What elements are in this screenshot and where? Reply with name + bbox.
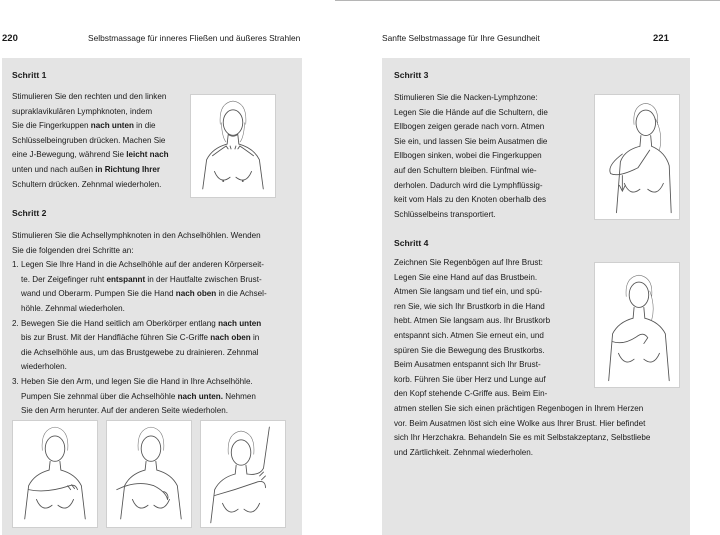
text-line: die Achselhöhle aus, um das Brustgewebe zu drainieren. Zehnmal — [12, 347, 259, 357]
step-1-illustration — [190, 94, 276, 198]
text-line: bis zur Brust. Mit der Handfläche führen Sie C-Griffe nach oben in — [12, 333, 260, 343]
text-line: hebt. Atmen Sie langsam aus. Ihr Brustkorb — [394, 316, 551, 326]
text-line: Sie ein, und lassen Sie beim Ausatmen die — [394, 136, 548, 146]
text-line: eine J-Bewegung, während Sie leicht nach — [12, 150, 169, 160]
text-line: 2. Bewegen Sie die Hand seitlich am Oberkörper entlang nach unten — [12, 318, 262, 328]
text-line: Ellbogen zeigen gerade nach vorn. Atmen — [394, 122, 545, 132]
exercise-panel-right — [382, 58, 690, 535]
step-4-illustration — [594, 262, 680, 388]
text-line: ren Sie, wie sich Ihr Brustkorb in die Hand — [394, 301, 545, 311]
text-line: wand und Oberarm. Pumpen Sie die Hand nach oben in die Achsel- — [12, 289, 267, 299]
step-3-text — [394, 91, 548, 222]
text-line: auf den Schultern bleiben. Fünfmal wie- — [394, 165, 537, 175]
text-line: 3. Heben Sie den Arm, und legen Sie die Hand in Ihre Achselhöhle. — [12, 376, 253, 386]
text-line: Legen Sie die Hände auf die Schultern, die — [394, 107, 548, 117]
text-line: spüren Sie die Bewegung des Brustkorbs. — [394, 345, 545, 355]
text-line: Schlüsselbeins transportiert. — [394, 209, 496, 219]
text-line: höhle. Zehnmal wiederholen. — [12, 303, 125, 313]
text-line: entspannt sich. Atmen Sie erneut ein, und — [394, 330, 544, 340]
step-2-text — [12, 229, 267, 419]
text-line: Sie den Arm herunter. Auf der anderen Seite wiederholen. — [12, 406, 228, 416]
text-line: unten und nach außen in Richtung Ihrer — [12, 164, 161, 174]
text-line: keit vom Hals zu den Knoten oberhalb des — [394, 195, 547, 205]
text-line: Sie die Fingerkuppen nach unten in die — [12, 121, 156, 131]
text-line: derholen. Dadurch wird die Lymphflüssig- — [394, 180, 543, 190]
exercise-panel-left — [2, 58, 302, 535]
step-2a-illustration — [12, 420, 98, 528]
text-line: Stimulieren Sie die Achsellymphknoten in den Achselhöhlen. Wenden — [12, 231, 261, 240]
step-1-heading: Schritt 1 — [12, 70, 47, 80]
text-line: Zeichnen Sie Regenbögen auf Ihre Brust: — [394, 258, 543, 267]
text-line: atmen stellen Sie sich einen prächtigen Regenbogen in Ihrem Herzen — [394, 403, 644, 413]
text-line: 1. Legen Sie Ihre Hand in die Achselhöhle auf der anderen Körperseit- — [12, 260, 264, 270]
text-line: Pumpen Sie zehnmal über die Achselhöhle nach unten. Nehmen — [12, 391, 256, 401]
text-line: wiederholen. — [12, 362, 67, 372]
text-line: korb. Führen Sie über Herz und Lunge auf — [394, 374, 546, 384]
step-4-heading: Schritt 4 — [394, 238, 429, 248]
running-head-left: Selbstmassage für inneres Fließen und äußeres Strahlen — [88, 33, 301, 43]
step-2b-illustration — [106, 420, 192, 528]
step-2c-illustration — [200, 420, 286, 528]
text-line: Schultern drücken. Zehnmal wiederholen. — [12, 179, 162, 189]
right-page — [360, 0, 720, 535]
text-line: Stimulieren Sie die Nacken-Lymphzone: — [394, 93, 538, 102]
text-line: sich Ihr Herzchakra. Behandeln Sie es mit Selbstakzeptanz, Selbstliebe — [394, 433, 651, 443]
step-3-illustration — [594, 94, 680, 220]
text-line: und Zärtlichkeit. Zehnmal wiederholen. — [394, 447, 534, 457]
text-line: den Kopf stehende C-Griffe aus. Beim Ein- — [394, 389, 548, 399]
text-line: Legen Sie eine Hand auf das Brustbein. — [394, 272, 538, 282]
step-2-heading: Schritt 2 — [12, 208, 47, 218]
text-line: vor. Beim Ausatmen löst sich eine Wolke aus Ihrer Brust. Hier befindet — [394, 418, 646, 428]
page-number-right: 221 — [653, 33, 669, 44]
text-line: supraklavikulären Lymphknoten, indem — [12, 106, 153, 116]
page-number-left: 220 — [2, 33, 18, 44]
step-1-text — [12, 90, 169, 192]
text-line: Atmen Sie langsam und tief ein, und spü- — [394, 287, 543, 297]
text-line: Beim Ausatmen entspannt sich Ihr Brust- — [394, 360, 541, 370]
text-line: te. Der Zeigefinger ruht entspannt in der Hautfalte zwischen Brust- — [12, 274, 262, 284]
text-line: Ellbogen sinken, wobei die Fingerkuppen — [394, 151, 542, 161]
text-line: Stimulieren Sie den rechten und den linken — [12, 92, 167, 101]
step-3-heading: Schritt 3 — [394, 70, 429, 80]
text-line: Schlüsselbeingruben drücken. Machen Sie — [12, 135, 166, 145]
text-line: Sie die folgenden drei Schritte an: — [12, 245, 134, 255]
running-head-right: Sanfte Selbstmassage für Ihre Gesundheit — [382, 33, 540, 43]
